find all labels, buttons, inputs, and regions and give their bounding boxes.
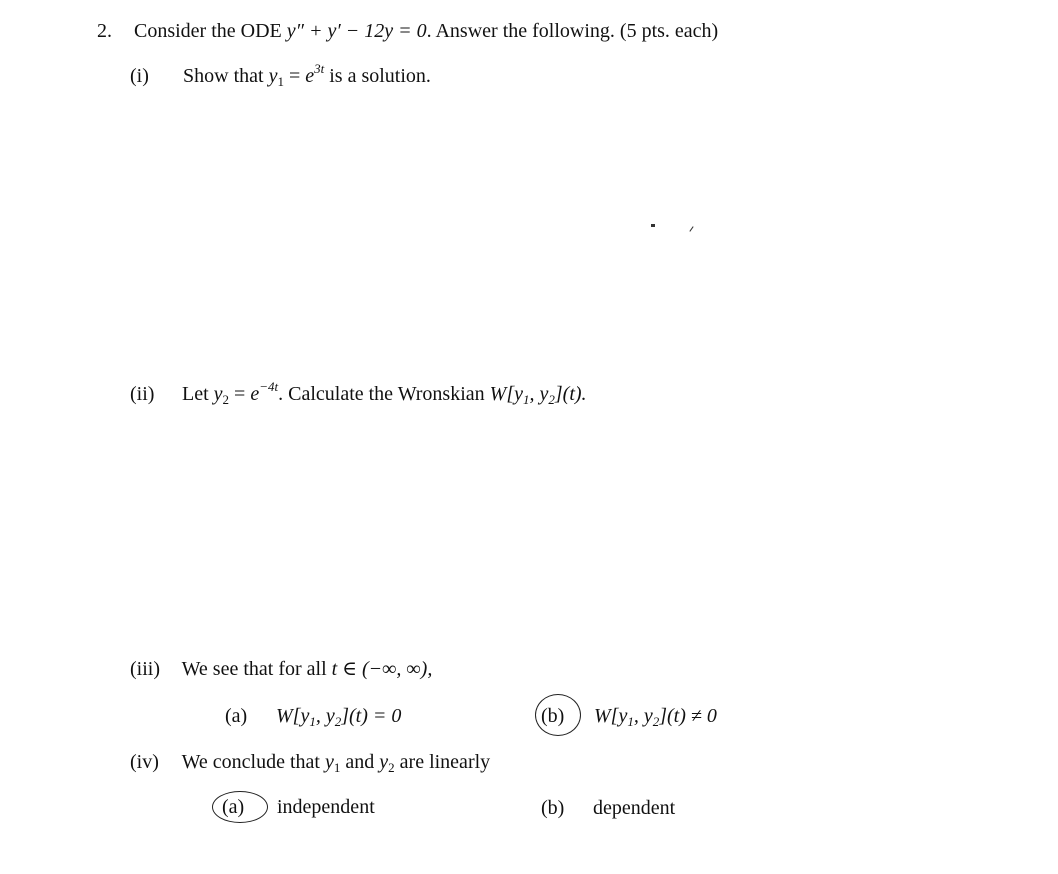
iv-option-b-label: (b) <box>541 797 565 819</box>
exp-base: e <box>250 383 260 405</box>
iv-y1-sub: 1 <box>333 760 341 775</box>
part-iii-label: (iii) <box>130 658 160 680</box>
ode-equation: y″ + y′ − 12y = 0 <box>286 20 427 42</box>
wronskian-mid: , y <box>529 383 549 405</box>
part-iii-option-b <box>541 704 717 728</box>
option-a-end: ](t) = 0 <box>341 705 402 727</box>
part-iv-text-after: are linearly <box>394 751 491 773</box>
iv-option-a-label: (a) <box>222 796 245 818</box>
option-b-w: W[y <box>594 705 628 727</box>
equals-sign: = <box>229 383 251 405</box>
problem-header <box>97 19 718 43</box>
part-iii-text: We see that for all <box>181 658 327 680</box>
part-iv-option-b <box>541 796 675 820</box>
exp-base: e <box>305 65 315 87</box>
option-a-sub-2: 2 <box>334 714 342 729</box>
y2-variable: y <box>213 383 223 405</box>
part-ii-label: (ii) <box>130 383 155 405</box>
part-iii <box>130 657 432 681</box>
option-b-math <box>594 705 717 727</box>
iv-and: and <box>340 751 380 773</box>
stray-mark <box>651 224 655 227</box>
y2-subscript: 2 <box>222 392 230 407</box>
iv-option-b-text: dependent <box>593 797 676 819</box>
option-a-w: W[y <box>276 705 310 727</box>
part-ii-text-before: Let <box>182 383 209 405</box>
wronskian-sub-1: 1 <box>522 392 530 407</box>
part-iv-text-before: We conclude that <box>181 751 320 773</box>
part-i-text-before: Show that <box>183 65 264 87</box>
wronskian <box>490 383 587 405</box>
part-iii-interval: t ∈ (−∞, ∞), <box>331 658 433 680</box>
option-b-mid: , y <box>633 705 653 727</box>
equals-sign: = <box>283 65 306 87</box>
part-iv <box>130 750 490 774</box>
problem-instructions: . Answer the following. (5 pts. each) <box>426 20 719 42</box>
option-b-sub-1: 1 <box>627 714 634 729</box>
option-a-label: (a) <box>225 705 248 727</box>
part-iii-option-a <box>225 704 401 728</box>
option-a-math <box>276 705 401 727</box>
wronskian-close: ](t). <box>554 383 587 405</box>
stray-mark <box>689 226 693 231</box>
wronskian-open: W[y <box>489 383 523 405</box>
part-i <box>130 61 431 89</box>
problem-intro: Consider the ODE <box>134 20 282 42</box>
exp-power: −4t <box>259 379 279 394</box>
iv-y2-sub: 2 <box>388 760 395 775</box>
part-iv-label: (iv) <box>130 751 159 773</box>
part-ii <box>130 379 587 407</box>
option-a-sub-1: 1 <box>309 714 316 729</box>
iv-y1: y <box>324 751 334 773</box>
part-iv-option-a <box>222 795 375 819</box>
y1-subscript: 1 <box>277 74 284 89</box>
wronskian-sub-2: 2 <box>548 392 555 407</box>
option-b-end: ](t) ≠ 0 <box>659 705 717 727</box>
option-a-mid: , y <box>315 705 335 727</box>
problem-number: 2. <box>97 20 112 42</box>
y1-variable: y <box>268 65 278 87</box>
part-i-text-after: is a solution. <box>324 65 431 87</box>
part-ii-text-after: . Calculate the Wronskian <box>278 383 485 405</box>
iv-y2: y <box>379 751 389 773</box>
exp-power: 3t <box>314 61 325 76</box>
option-b-label: (b) <box>541 705 565 727</box>
part-i-label: (i) <box>130 65 149 87</box>
iv-option-a-text: independent <box>277 796 375 818</box>
option-b-sub-2: 2 <box>652 714 660 729</box>
